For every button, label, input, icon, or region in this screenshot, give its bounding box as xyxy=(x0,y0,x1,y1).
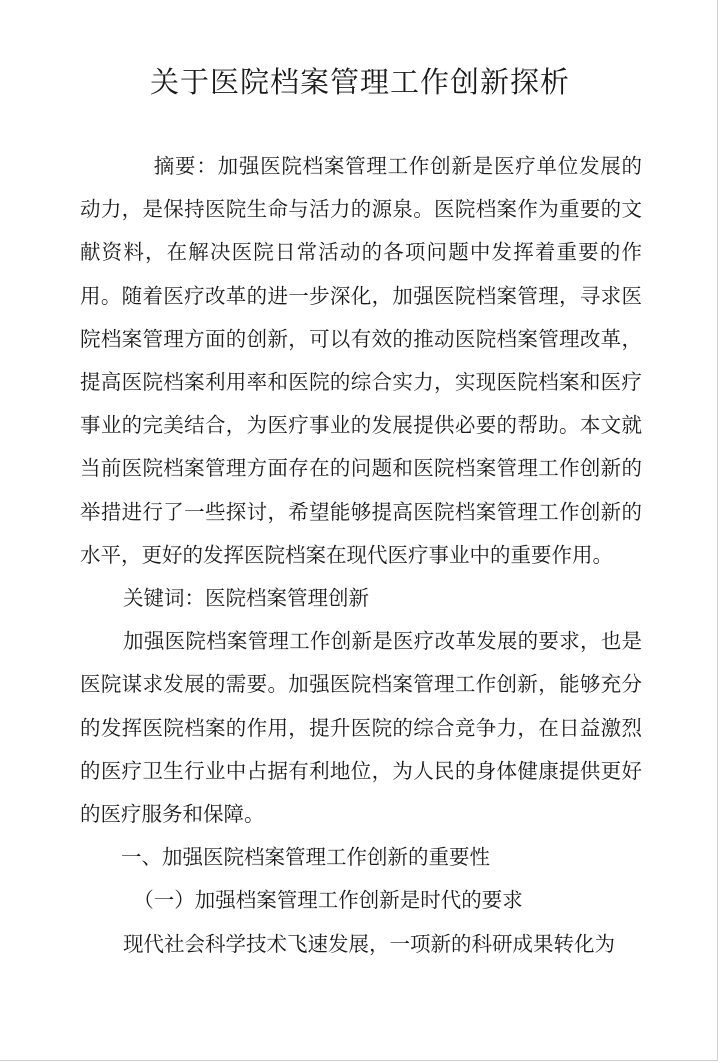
subsection-heading: （一）加强档案管理工作创新是时代的要求 xyxy=(133,888,523,913)
intro-paragraph: 加强医院档案管理工作创新是医疗改革发展的要求，也是医院谋求发展的需要。加强医院档案管理工作创新，能够充分的发挥医院档案的作用，提升医院的综合竞争力，在日益激烈的医疗卫生行业中占据有利地位，为人民的身体健康提供更好的医疗服务和保障。 xyxy=(80,629,642,827)
keywords-line: 关键词：医院档案管理创新 xyxy=(123,586,370,611)
subsection-paragraph: 现代社会科学技术飞速发展，一项新的科研成果转化为 xyxy=(123,931,616,956)
document-title: 关于医院档案管理工作创新探析 xyxy=(149,65,570,99)
document-body xyxy=(80,145,642,966)
abstract-paragraph: 摘要：加强医院档案管理工作创新是医疗单位发展的动力，是保持医院生命与活力的源泉。医院档案作为重要的文献资料，在解决医院日常活动的各项问题中发挥着重要的作用。随着医疗改革的进一步深化，加强医院档案管理，寻求医院档案管理方面的创新，可以有效的推动医院档案管理改革，提高医院档案利用率和医院的综合实力，实现医院档案和医疗事业的完美结合，为医疗事业的发展提供必要的帮助。本文就当前医院档案管理方面存在的问题和医院档案管理工作创新的举措进行了一些探讨，希望能够提高医院档案管理工作创新的水平，更好的发挥医院档案在现代医疗事业中的重要作用。 xyxy=(80,154,642,567)
section-heading: 一、加强医院档案管理工作创新的重要性 xyxy=(121,845,490,870)
